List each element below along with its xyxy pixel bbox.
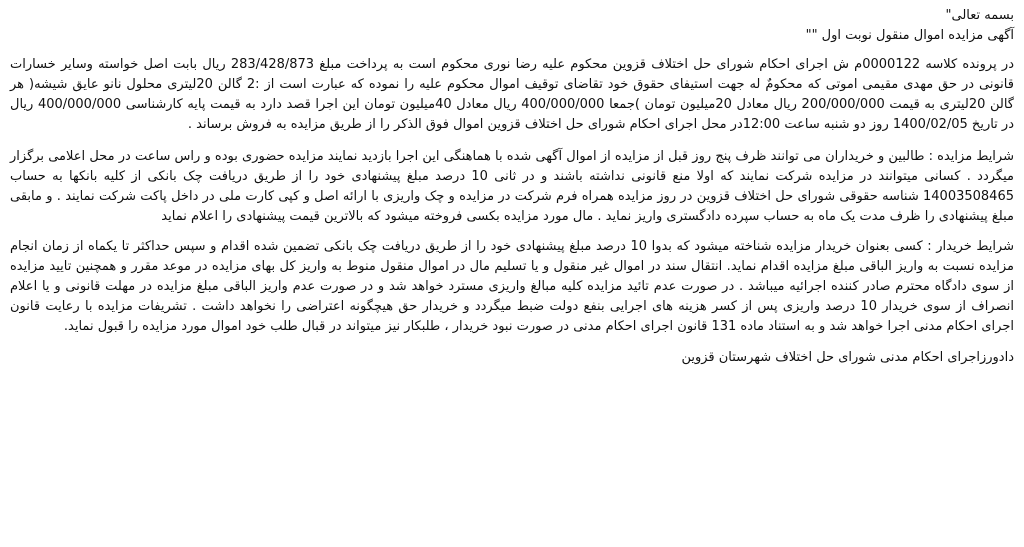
signature: دادورزاجرای احکام مدنی شورای حل اختلاف شهرستان قزوین xyxy=(681,350,1014,365)
auction-conditions-paragraph: شرایط مزایده : طالبین و خریداران می توانند ظرف پنج روز قبل از مزایده از اموال آگهی شده با هماهنگی این اجرا بازدید نمایند مزایده حضوری بوده و راس ساعت در محل اعلامی برگزار میگردد . کسانی میتوانند در مزایده شرکت نمایند که اولا منع قانونی نداشته باشند و در ثانی 10 درصد مبلغ پیشنهادی خود را از طریق دریافت چک بانکی از کلیه بانکها به حساب 14003508465 شناسه حقوقی شورای حل اختلاف قزوین در روز مزایده همراه فرم شرکت در مزایده و چک واریزی با ارائه اصل و کپی کارت ملی در داخل پاکت شرکت نمایند . و مابقی مبلغ پیشنهادی را ظرف مدت یک ماه به حساب سپرده دادگستری واریز نماید . مال مورد مزایده بکسی فروخته میشود که بالاترین قیمت پیشنهادی را اعلام نماید xyxy=(10,149,1014,224)
buyer-conditions-paragraph: شرایط خریدار : کسی بعنوان خریدار مزایده شناخته میشود که بدوا 10 درصد مبلغ پیشنهادی خود را از طریق دریافت چک بانکی تضمین شده اقدام و سپس حداکثر تا یکماه از زمان انجام مزایده نسبت به واریز الباقی مبلغ مزایده اقدام نماید. انتقال سند در اموال غیر منقول و یا تسلیم مال در اموال منقول منوط به واریز کل بهای مزایده در موعد مقرر و همچنین تایید مزایده از سوی دادگاه محترم صادر کننده اجرائیه میباشد . در صورت عدم تائید مزایده کلیه مبالغ واریزی مسترد خواهد شد و در صورت عدم واریز الباقی مبلغ مزایده در مهلت قانونی و یا اعلام انصراف از سوی خریدار 10 درصد واریزی پس از کسر هزینه های اجرایی بنفع دولت ضبط میگردد و خریدار حق هیچگونه اعتراضی را نخواهد داشت . تشریفات مزایده با رعایت قانون اجرای احکام مدنی اجرا خواهد شد و به استناد ماده 131 قانون اجرای احکام مدنی در صورت نبود خریدار ، طلبکار نیز میتواند در قبال طلب خود اموال مورد مزایده را قبول نماید. xyxy=(10,239,1015,334)
header-bismillah: بسمه تعالی" xyxy=(945,8,1014,23)
notice-title: آگهی مزایده اموال منقول نوبت اول "" xyxy=(805,28,1014,43)
case-details-paragraph: در پرونده کلاسه 0000122م ش اجرای احکام شورای حل اختلاف قزوین محکوم علیه رضا نوری محکوم است به پرداخت مبلغ 283/428/873 ریال بابت اصل خواسته وسایر خسارات قانونی در حق مهدی مقیمی اموتی که محکومٌ له جهت استیفای حقوق خود تقاضای توقیف اموال محکوم علیه را نموده که عبارت است از :2 گالن 20لیتری محلول نانو عایق شیشه( هر گالن 20لیتری به قیمت 200/000/000 ریال معادل 20میلیون تومان )جمعا 400/000/000 ریال معادل 40میلیون تومان این اجرا قصد دارد به قیمت پایه کارشناسی 400/000/000 ریال در تاریخ 1400/02/05 روز دو شنبه ساعت 12:00در محل اجرای احکام شورای حل اختلاف قزوین اموال فوق الذکر را از طریق مزایده به فروش برساند . xyxy=(10,57,1014,132)
